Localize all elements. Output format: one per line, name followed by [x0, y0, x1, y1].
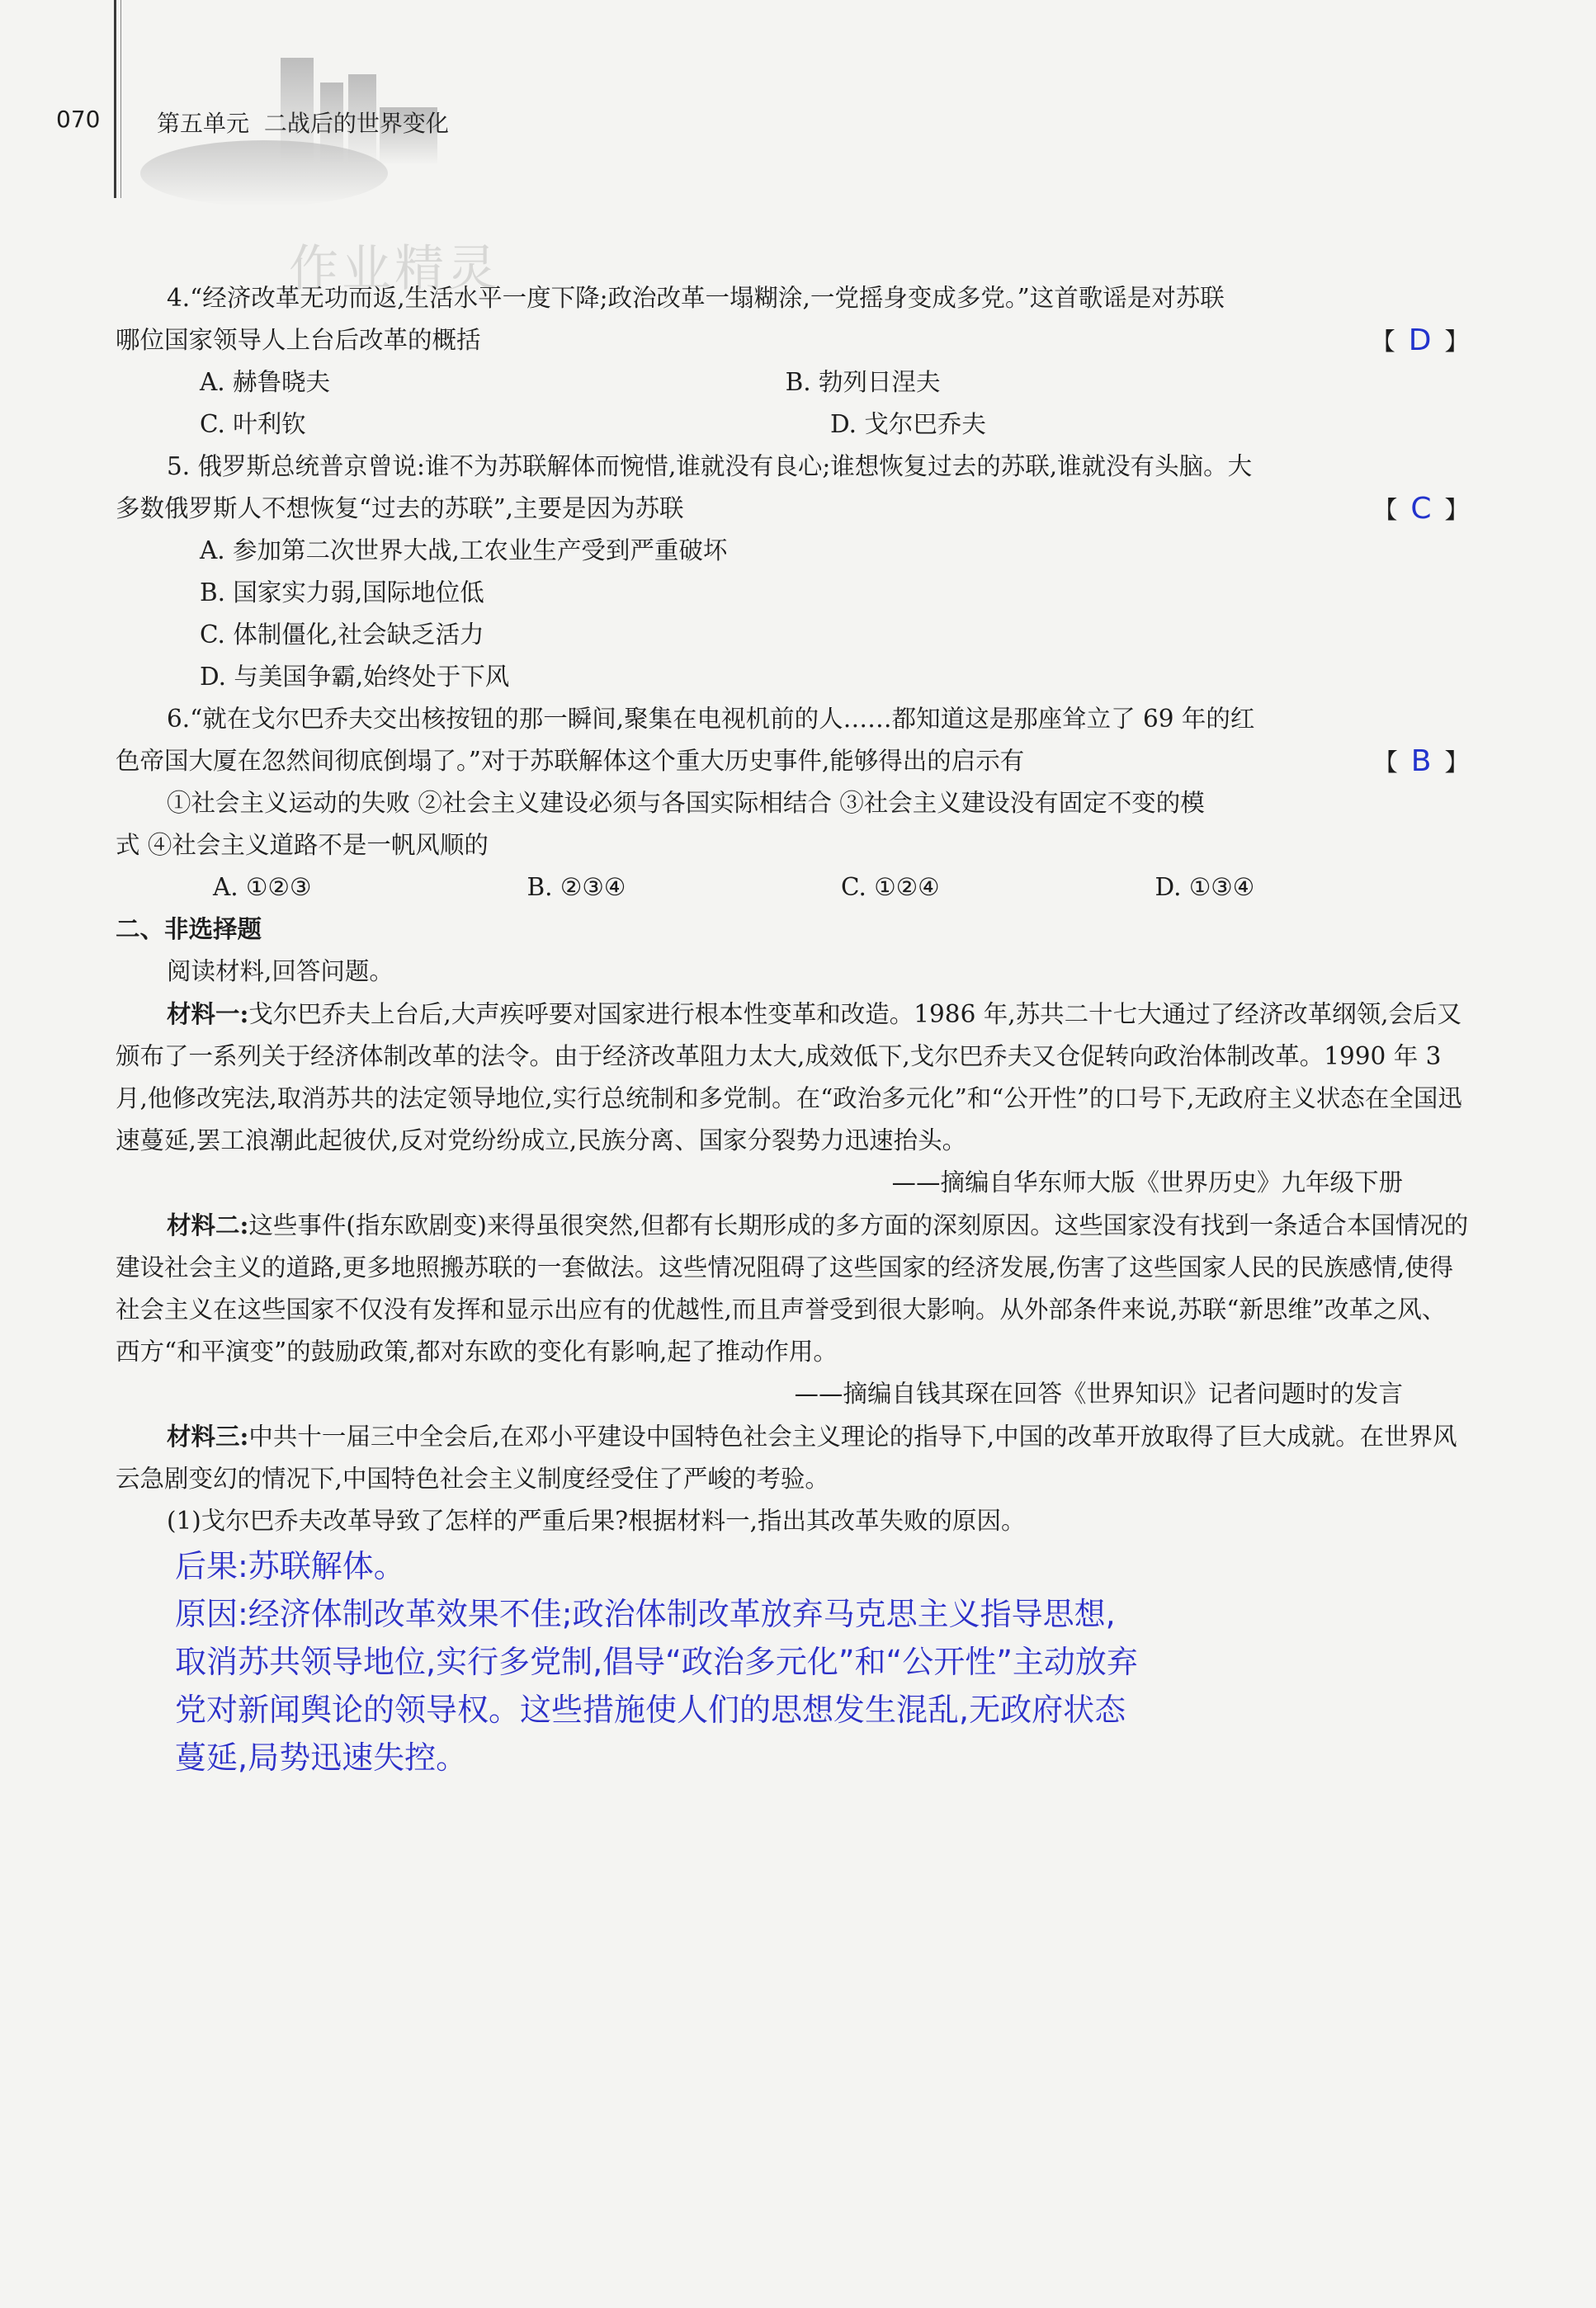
q6-option-c: C. ①②④	[841, 873, 940, 901]
q5-answer-bracket: 【 C 】	[1372, 492, 1469, 526]
q6-option-a: A. ①②③	[213, 873, 312, 901]
answer-line-1: 后果:苏联解体。	[175, 1548, 405, 1584]
page-number: 070	[56, 106, 101, 133]
material-1-text: 戈尔巴乔夫上台后,大声疾呼要对国家进行根本性变革和改造。1986 年,苏共二十七大通过了经济改革纲领,会后又颁布了一系列关于经济体制改革的法令。由于经济改革阻力太大,成效低下,戈尔巴乔夫又仓促转向政治体制改革。1990 年 3 月,他修改宪法,取消苏共的法定领导地位,实行总统制和多党制。在“政治多元化”和“公开性”的口号下,无政府主义状态在全国迅速蔓延,罢工浪潮此起彼伏,反对党纷纷成立,民族分离、国家分裂势力迅速抬头。	[116, 1000, 1462, 1154]
q5-option-b: B. 国家实力弱,国际地位低	[200, 578, 484, 606]
material-3-text: 中共十一届三中全会后,在邓小平建设中国特色社会主义理论的指导下,中国的改革开放取得了巨大成就。在世界风云急剧变幻的情况下,中国特色社会主义制度经受住了严峻的考验。	[116, 1423, 1457, 1493]
q4-options-row2	[116, 404, 1469, 446]
q6-options	[116, 866, 1469, 909]
q4-stem-line2	[116, 319, 1469, 361]
q5-answer: C	[1410, 492, 1432, 526]
q4-option-a: A. 赫鲁晓夫	[200, 368, 331, 396]
material-1-label: 材料一:	[167, 999, 249, 1028]
unit-label: 第五单元	[157, 110, 250, 137]
q5-stem-text: 多数俄罗斯人不想恢复“过去的苏联”,主要是因为苏联	[116, 494, 684, 522]
header-rule	[114, 0, 116, 198]
section-intro: 阅读材料,回答问题。	[167, 957, 394, 985]
unit-name: 二战后的世界变化	[263, 110, 449, 137]
q4-stem-text: 哪位国家领导人上台后改革的概括	[116, 326, 481, 354]
q6-option-d: D. ①③④	[1155, 873, 1255, 901]
answer-line-3: 取消苏共领导地位,实行多党制,倡导“政治多元化”和“公开性”主动放弃	[175, 1644, 1138, 1680]
q5-stem-line2	[116, 488, 1469, 530]
q4-answer: D	[1408, 323, 1432, 357]
material-2-text: 这些事件(指东欧剧变)来得虽很突然,但都有长期形成的多方面的深刻原因。这些国家没有找到一条适合本国情况的建设社会主义的道路,更多地照搬苏联的一套做法。这些情况阻碍了这些国家的经济发展,伤害了这些国家人民的民族感情,使得社会主义在这些国家不仅没有发挥和显示出应有的优越性,而且声誉受到很大影响。从外部条件来说,苏联“新思维”改革之风、西方“和平演变”的鼓励政策,都对东欧的变化有影响,起了推动作用。	[116, 1211, 1469, 1366]
q6-stem-text: 色帝国大厦在忽然间彻底倒塌了。”对于苏联解体这个重大历史事件,能够得出的启示有	[116, 747, 1025, 775]
header-rule-thin	[120, 0, 121, 198]
q6-stem-line1: 6.“就在戈尔巴乔夫交出核按钮的那一瞬间,聚集在电视机前的人……都知道这是那座耸立了 69 年的红	[167, 705, 1255, 733]
handwritten-answer	[116, 1542, 1429, 1782]
question-1: (1)戈尔巴乔夫改革导致了怎样的严重后果?根据材料一,指出其改革失败的原因。	[167, 1507, 1026, 1535]
answer-line-5: 蔓延,局势迅速失控。	[175, 1739, 468, 1776]
material-2	[116, 1204, 1469, 1373]
material-3	[116, 1415, 1469, 1500]
q4-options-row1	[116, 361, 1371, 404]
q6-items-line2: 式 ④社会主义道路不是一帆风顺的	[116, 831, 489, 859]
page-content	[116, 277, 1469, 1782]
material-2-source: ——摘编自钱其琛在回答《世界知识》记者问题时的发言	[794, 1380, 1403, 1408]
unit-title	[157, 106, 449, 139]
q5-option-c: C. 体制僵化,社会缺乏活力	[200, 621, 484, 649]
material-2-label: 材料二:	[167, 1211, 249, 1239]
q4-option-b: B. 勃列日涅夫	[785, 368, 941, 396]
q4-option-d: D. 戈尔巴乔夫	[830, 410, 986, 438]
q4-stem-line1: 4.“经济改革无功而返,生活水平一度下降;政治改革一塌糊涂,一党摇身变成多党。”这首歌谣是对苏联	[167, 284, 1225, 312]
section-title: 二、非选择题	[116, 915, 262, 943]
q4-option-c: C. 叶利钦	[200, 410, 306, 438]
q6-answer: B	[1410, 744, 1432, 778]
q6-option-b: B. ②③④	[526, 873, 626, 901]
q6-stem-line2	[116, 740, 1469, 782]
q5-option-d: D. 与美国争霸,始终处于下风	[200, 663, 510, 691]
material-3-label: 材料三:	[167, 1422, 249, 1451]
q6-items-line1: ①社会主义运动的失败 ②社会主义建设必须与各国实际相结合 ③社会主义建设没有固定不变的模	[167, 789, 1205, 817]
q6-answer-bracket: 【 B 】	[1373, 744, 1469, 778]
q5-stem-line1: 5. 俄罗斯总统普京曾说:谁不为苏联解体而惋惜,谁就没有良心;谁想恢复过去的苏联,谁就没有头脑。大	[167, 452, 1253, 480]
q5-option-a: A. 参加第二次世界大战,工农业生产受到严重破坏	[200, 536, 728, 564]
material-1	[116, 993, 1469, 1162]
answer-line-4: 党对新闻舆论的领导权。这些措施使人们的思想发生混乱,无政府状态	[175, 1692, 1126, 1728]
material-1-source: ——摘编自华东师大版《世界历史》九年级下册	[891, 1168, 1403, 1196]
q4-answer-bracket: 【 D 】	[1371, 323, 1469, 357]
answer-line-2: 原因:经济体制改革效果不佳;政治体制改革放弃马克思主义指导思想,	[175, 1596, 1116, 1632]
watermark: 作业精灵	[289, 240, 500, 298]
